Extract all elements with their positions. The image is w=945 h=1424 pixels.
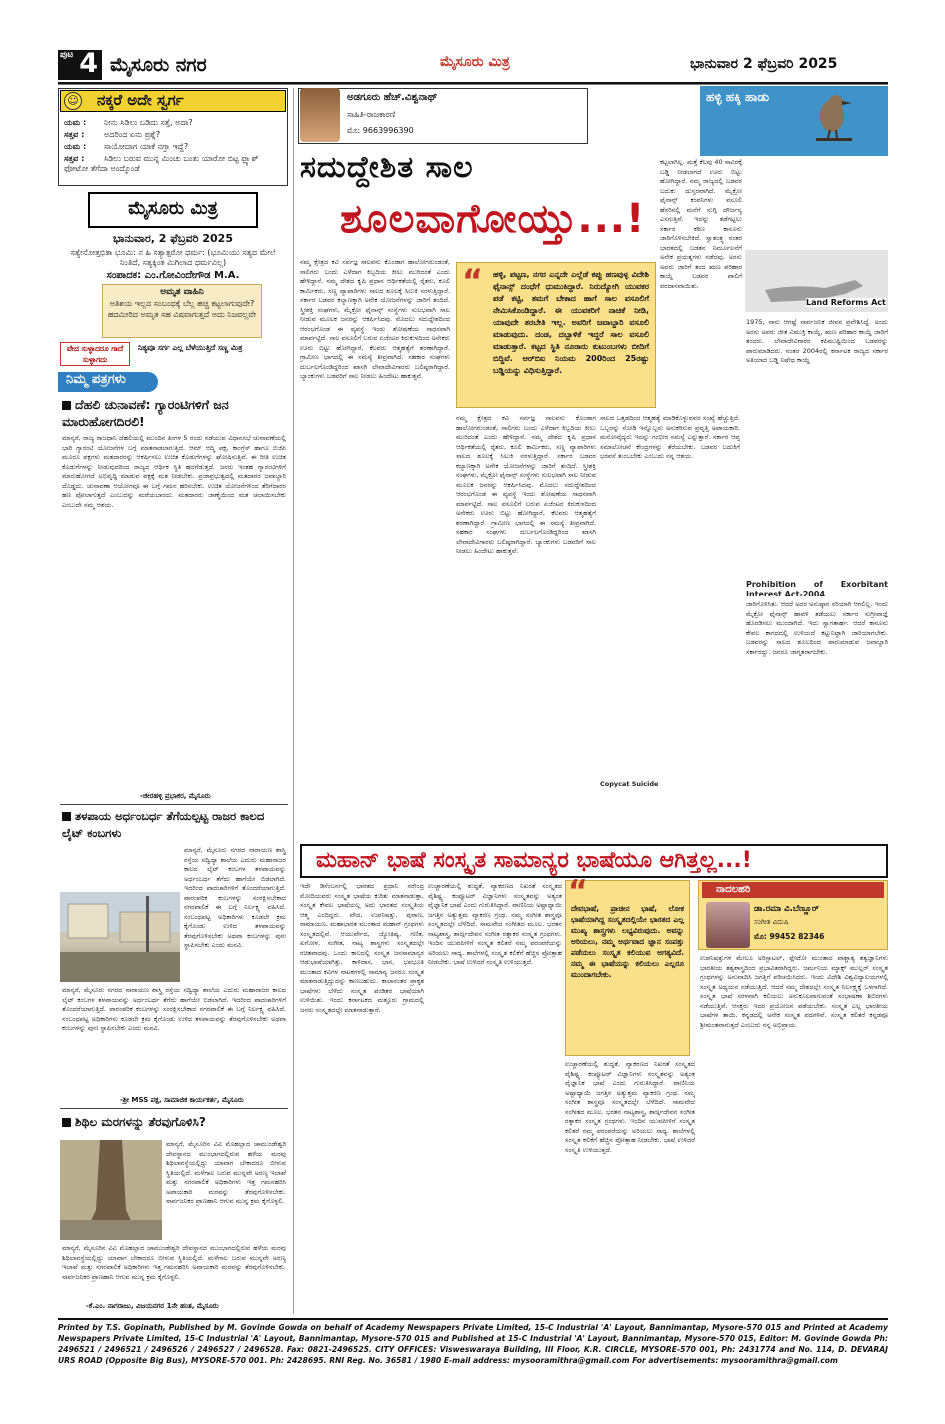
bullet-icon [62,812,71,821]
letter-1-body: ಮಾನ್ಯರೆ, ರಾಜ್ಯ ರಾಜಧಾನಿ ದೆಹಲಿಯಲ್ಲಿ ಮುಂದಿನ ತಿಂಗಳ 5 ರಂದು ನಡೆಯುವ ವಿಧಾನಸಭೆ ಚುನಾವಣೆಯಲ್ಲಿ ಭಾರಿ ಗ್ಯಾರಂಟಿ ಯೋಜನೆಗಳ ಬಗ್ಗೆ ಮಾತನಾಡಲಾಗುತ್ತಿದೆ. ಆಮ್ ಆದ್ಮಿ ಪಕ್ಷ, ಕಾಂಗ್ರೆಸ್ ಹಾಗೂ ಬಿಜೆಪಿ ಮೂರೂ ಪಕ್ಷಗಳು ಮತದಾರರನ್ನು ಆಕರ್ಷಿಸಲು ಉಚಿತ ಕೊಡುಗೆಗಳನ್ನು ಘೋಷಿಸುತ್ತಿವೆ. ಈ ರೀತಿ ಉಚಿತ ಕೊಡುಗೆಗಳನ್ನು ನೀಡುವುದರಿಂದ ರಾಜ್ಯದ ಆರ್ಥಿಕ ಸ್ಥಿತಿ ಹದಗೆಡುತ್ತದೆ. ಜನರು ಇಂತಹ ಗ್ಯಾರಂಟಿಗಳಿಗೆ ಮಾರುಹೋಗದೆ ಅಭಿವೃದ್ಧಿ ಮಾಡುವ ಪಕ್ಷಕ್ಕೆ ಮತ ನೀಡಬೇಕು. ಪ್ರಜಾಪ್ರಭುತ್ವದಲ್ಲಿ ಮತದಾರರ ಜವಾಬ್ದಾರಿ ದೊಡ್ಡದು. ಚುನಾವಣಾ ಆಯೋಗವೂ ಈ ಬಗ್ಗೆ ಗಮನ ಹರಿಸಬೇಕು. ಉಚಿತ ಯೋಜನೆಗಳಿಂದ ತೆರಿಗೆದಾರರ ಹಣ ಪೋಲಾಗುತ್ತದೆ ಎಂಬುದನ್ನು ಮರೆಯಬಾರದು. ಮತದಾರರು ಜಾಣ್ಮೆಯಿಂದ ಮತ ಚಲಾಯಿಸಬೇಕು ಎಂಬುದೇ ನಮ್ಮ ಆಶಯ. [62,434,286,509]
byline-band: ನಾದಲಹರಿ [702,882,884,898]
byline-author: ಡಾ.ರಮಾ ವಿ.ಬೆಣ್ಣೂರ್ [754,904,819,914]
letters-banner: ನಿಮ್ಮ ಪತ್ರಗಳು [58,372,158,392]
author-avatar [300,88,340,142]
author-name: ಅಡಗೂರು ಹೆಚ್.ವಿಶ್ವನಾಥ್ [347,92,438,103]
byline-role: ಸಂಗೀತ ವಿದುಷಿ [754,918,789,926]
page-label: ಪುಟ [60,50,74,60]
headline-line-1: ಸದುದ್ದೇಶಿತ ಸಾಲ [300,150,474,185]
sanskrit-body-col-1: ಇದೇ ಡಿಸೆಂಬರ್ನಲ್ಲಿ ಭಾರತದ ಪ್ರಧಾನಿ ನರೇಂದ್ರ ಮೋದಿಯವರು ಸಂಸ್ಕೃತ ಭಾಷೆಯ ಕುರಿತು ಮಾತನಾಡುತ್ತಾ, ಸಂಸ್ಕೃತ ಕೇವಲ ಭಾಷೆಯಲ್ಲ ಅದು ಭಾರತದ ಸಂಸ್ಕೃತಿಯ ಆತ್ಮ ಎಂದಿದ್ದರು. ವೇದ, ಉಪನಿಷತ್ತು, ಪುರಾಣ, ರಾಮಾಯಣ, ಮಹಾಭಾರತ ಮುಂತಾದ ಮಹಾನ್ ಗ್ರಂಥಗಳು ಸಂಸ್ಕೃತದಲ್ಲಿವೆ. ಆಯುರ್ವೇದ, ಜ್ಯೋತಿಷ್ಯ, ಗಣಿತ, ಖಗೋಳ, ಸಂಗೀತ, ನಾಟ್ಯ ಶಾಸ್ತ್ರಗಳು ಸಂಸ್ಕೃತದಲ್ಲೇ ರಚಿತವಾದವು. ಒಂದು ಕಾಲದಲ್ಲಿ ಸಂಸ್ಕೃತ ಜನಸಾಮಾನ್ಯರ ಆಡುಭಾಷೆಯಾಗಿತ್ತು. ಕಾಳಿದಾಸ, ಭಾಸ, ಭವಭೂತಿ ಮುಂತಾದ ಕವಿಗಳ ನಾಟಕಗಳಲ್ಲಿ ಸಾಮಾನ್ಯ ಜನರೂ ಸಂಸ್ಕೃತ ಮಾತನಾಡುತ್ತಿದ್ದುದನ್ನು ಕಾಣಬಹುದು. ಕಾಲಾನಂತರ ಪ್ರಾಕೃತ ಭಾಷೆಗಳು ಬೆಳೆದು ಸಂಸ್ಕೃತ ಪಂಡಿತರ ಭಾಷೆಯಾಗಿ ಉಳಿಯಿತು. ಇಂದು ಕರ್ನಾಟಕದ ಮತ್ತೂರು ಗ್ರಾಮದಲ್ಲಿ ಜನರು ಸಂಸ್ಕೃತದಲ್ಲೇ ಮಾತನಾಡುತ್ತಾರೆ. [300,882,424,1014]
amruta-text: ಅತಿಶಯ ಇಲ್ಲದ ಸಂಬಂಧಕ್ಕೆ ಬೆಲ್ಲ ಹಚ್ಚಿ ಕಟ್ಟಲಾಗುವುದೇ? ಹದಮೀರಿದ ಅಮೃತ ಸಹ ವಿಷವಾಗುತ್ತದೆ ಅದು ನಿಜವಲ್ಲವೇ [107,299,257,319]
divider [60,1108,288,1109]
letter-1-title: ದೆಹಲಿ ಚುನಾವಣೆ: ಗ್ಯಾರಂಟಿಗಳಿಗೆ ಜನ ಮಾರುಹೋಗದಿರಲಿ! [62,397,229,429]
headline-line-2: ಶೂಲವಾಗೋಯ್ತು...! [340,196,646,242]
letter-3-title: ಶಿಥಿಲ ಮರಗಳನ್ನು ತೆರವುಗೊಳಿಸಿ? [62,1114,286,1131]
lamp-post-icon [60,892,180,982]
letter-1-signature: -ಜೀರಹಳ್ಳಿ ಪ್ರಭಾಕರ, ಮೈಸೂರು [140,792,211,800]
column-divider [293,88,294,1314]
letter-2-body-top: ಮಾನ್ಯರೆ, ಮೈಸೂರು ನಗರದ ನಾರಾಯಣ ಶಾಸ್ತ್ರಿ ರಸ್ತೆಯ ಸದ್ವಿದ್ಯಾ ಶಾಲೆಯ ಎದುರು ಮಹಾರಾಜರ ಕಾಲದ ಲೈಟ್ ಕಂಬಗಳ ತಳಪಾಯವನ್ನು ಅರ್ಧಂಬರ್ಧ ತೆಗೆದು ಹಾಗೆಯೇ ಬಿಡಲಾಗಿದೆ. ಇದರಿಂದ ಪಾದಚಾರಿಗಳಿಗೆ ತೊಂದರೆಯಾಗುತ್ತಿದೆ. ಪಾರಂಪರಿಕ ಕಂಬಗಳನ್ನು ಸಂರಕ್ಷಿಸಬೇಕಾದ ನಗರಪಾಲಿಕೆ ಈ ಬಗ್ಗೆ ನಿರ್ಲಕ್ಷ್ಯ ವಹಿಸಿದೆ. ಸಂಬಂಧಪಟ್ಟ ಅಧಿಕಾರಿಗಳು ಕೂಡಲೇ ಕ್ರಮ ಕೈಗೊಂಡು ಉಳಿದ ತಳಪಾಯವನ್ನು ತೆರವುಗೊಳಿಸಬೇಕು ಅಥವಾ ಕಂಬಗಳನ್ನು ಪುನಃ ಸ್ಥಾಪಿಸಬೇಕು ಎಂದು ಮನವಿ. [184,846,286,949]
sanskrit-body-col-3: ಉಚ್ಚಾರಣೆಯಲ್ಲಿ ಶುದ್ಧತೆ, ವ್ಯಾಕರಣದ ನಿಖರತೆ ಸಂಸ್ಕೃತದ ವೈಶಿಷ್ಟ್ಯ. ಕಂಪ್ಯೂಟರ್ ವಿಜ್ಞಾನಿಗಳು ಸಂಸ್ಕೃತವನ್ನು ಅತ್ಯಂತ ವೈಜ್ಞಾನಿಕ ಭಾಷೆ ಎಂದು ಗುರುತಿಸಿದ್ದಾರೆ. ಪಾಣಿನಿಯ ಅಷ್ಟಾಧ್ಯಾಯಿ ಜಗತ್ತಿನ ಅತ್ಯುತ್ತಮ ವ್ಯಾಕರಣ ಗ್ರಂಥ. ನಮ್ಮ ಸಂಗೀತ ಶಾಸ್ತ್ರವೂ ಸಂಸ್ಕೃತದಲ್ಲೇ ಬೆಳೆದಿದೆ. ಸಾಮವೇದ ಸಂಗೀತದ ಮೂಲ. ಭರತನ ನಾಟ್ಯಶಾಸ್ತ್ರ, ಶಾರ್ಙ್ಗದೇವನ ಸಂಗೀತ ರತ್ನಾಕರ ಸಂಸ್ಕೃತ ಗ್ರಂಥಗಳು. ಇಂದಿನ ಯುವಪೀಳಿಗೆ ಸಂಸ್ಕೃತ ಕಲಿತರೆ ನಮ್ಮ ಪರಂಪರೆಯನ್ನು ಅರಿಯಲು ಸಾಧ್ಯ. ಶಾಲೆಗಳಲ್ಲಿ ಸಂಸ್ಕೃತ ಕಲಿಕೆಗೆ ಹೆಚ್ಚಿನ ಪ್ರೋತ್ಸಾಹ ನೀಡಬೇಕು. ಭಾಷೆ ಉಳಿದರೆ ಸಂಸ್ಕೃತಿ ಉಳಿಯುತ್ತದೆ. [565,1060,695,1154]
letter-3-body: ಮಾನ್ಯರೆ, ಮೈಸೂರಿನ ವಿವಿ ಮೊಹಲ್ಲಾದ ಚಾಮುಂಡೇಶ್ವರಿ ದೇವಸ್ಥಾನದ ಮುಂಭಾಗದಲ್ಲಿರುವ ಹಳೆಯ ಮರವು ಶಿಥಿಲಾವಸ್ಥೆಯಲ್ಲಿದ್ದು ಯಾವಾಗ ಬೇಕಾದರೂ ಬೀಳುವ ಸ್ಥಿತಿಯಲ್ಲಿದೆ. ಮಳೆಗಾಲ ಬರುವ ಮುನ್ನವೇ ಅರಣ್ಯ ಇಲಾಖೆ ಮತ್ತು ನಗರಪಾಲಿಕೆ ಅಧಿಕಾರಿಗಳು ಇತ್ತ ಗಮನಹರಿಸಿ ಅಪಾಯಕಾರಿ ಮರವನ್ನು ತೆರವುಗೊಳಿಸಬೇಕು. ಸಾರ್ವಜನಿಕರ ಪ್ರಾಣಹಾನಿ ಆಗುವ ಮುನ್ನ ಕ್ರಮ ಕೈಗೊಳ್ಳಲಿ. [62,1244,286,1281]
amruta-vahini-box [102,284,262,338]
pull-quote: ಹಳ್ಳಿ, ಪಟ್ಟಣ, ನಗರ ಎನ್ನದೇ ಎಲ್ಲೆಡೆ ಕಪ್ಪು ಹಣವುಳ್ಳ ವಿದೇಶಿ ಫೈನಾನ್ಸ್ ದಂಧೆಗೆ ಧುಮುಕಿದ್ದಾರೆ. ನಿರುದ್ಯೋಗಿ ಯುವಕರ ಪಡೆ ಕಟ್ಟಿ, ತಮಗೆ ಬೇಕಾದ ಹಾಗೆ ಸಾಲ ವಸೂಲಿಗೆ ನೇಮಿಸಿಕೊಂಡಿದ್ದಾರೆ. ಈ ಯುವಕರಿಗೆ ನಾಚಿಕೆ ನೀಡಿ, ಯಾವುದೇ ತರಬೇತಿ ಇಲ್ಲ. ಅವರಿಗೆ ಜವಾಬ್ದಾರಿ ವಸೂಲಿ ಮಾಡುವುದು. ದಂಡ, ದಬ್ಬಾಳಿಕೆ ಇದ್ದರೆ ಸಾಲ ವಸೂಲಿ ಮಾಡುತ್ತಾರೆ. ಕಟ್ಟದ ಸ್ಥಿತಿ ನೂರಾರು ಕುಟುಂಬಗಳು ಬೀದಿಗೆ ಬಿದ್ದಿವೆ. ಆರ್‌ಬಿಐ ನಿಯಮ 200ರಿಂದ 25ರಷ್ಟು ಬಡ್ಡಿಯನ್ನು ವಿಧಿಸುತ್ತಿದ್ದಾರೆ. [456,262,656,408]
byline-phone: ಮೊ: 99452 82346 [754,932,825,941]
page-number: 4 [79,48,98,79]
sanskrit-headline: ಮಹಾನ್ ಭಾಷೆ ಸಂಸ್ಕೃತ ಸಾಮಾನ್ಯರ ಭಾಷೆಯೂ ಆಗಿತ್ತಲ್ಲ...! [300,844,888,878]
page-number-badge [58,50,102,80]
article-body-col-3: ಸಾಲದ ಒತ್ತಡದಿಂದ ಆತ್ಮಹತ್ಯೆ ಮಾಡಿಕೊಳ್ಳುವವರ ಸಂಖ್ಯೆ ಹೆಚ್ಚುತ್ತಿದೆ. ಒಬ್ಬರನ್ನು ನೋಡಿ ಇನ್ನೊಬ್ಬರು ಅನುಕರಿಸುವ ಪ್ರವೃತ್ತಿ ಅಪಾಯಕಾರಿ. ಮನೋವೈದ್ಯರು ಇದನ್ನು ಗಂಭೀರ ಸಮಸ್ಯೆ ಎನ್ನುತ್ತಾರೆ. ಸರ್ಕಾರ ಆಪ್ತ ಸಮಾಲೋಚನೆ ಕೇಂದ್ರಗಳನ್ನು ತೆರೆಯಬೇಕು. ಬಡವರ ಬದುಕಿಗೆ ಭರವಸೆ ತುಂಬಬೇಕು ಎಂಬುದು ನನ್ನ ಆಶಯ. [600,414,740,460]
laughing-face-icon: ☺ [64,92,82,110]
exorbitant-act-term: Prohibition of Exorbitant Interest Act-2004 [746,580,888,596]
author-phone: ಮೊ: 9663996390 [347,126,414,135]
tree-photo [60,1140,162,1240]
header-masthead: ಮೈಸೂರು ಮಿತ್ರ [440,54,510,70]
article-body-col-top: ಕಟ್ಟಲಾಗಿಲ್ಲ. ಮತ್ತೆ ಕೆಲವು 40 ಸಾವಿರಕ್ಕೆ ಬಡ್ಡಿ ನೀಡಲಾಗದೆ ಊರು ಬಿಟ್ಟು ಹೋಗಿದ್ದಾರೆ. ನಮ್ಮ ರಾಜ್ಯದಲ್ಲಿ ಬಡವರ ಬದುಕು ದುಸ್ತರವಾಗಿದೆ. ಮೈಕ್ರೋ ಫೈನಾನ್ಸ್ ಕಂಪನಿಗಳು ವಸೂಲಿ ಹೆಸರಿನಲ್ಲಿ ಮನೆಗೆ ನುಗ್ಗಿ ದೌರ್ಜನ್ಯ ಎಸಗುತ್ತಿವೆ. ಇದನ್ನು ತಡೆಗಟ್ಟಲು ಸರ್ಕಾರ ಕಠಿಣ ಕಾನೂನು ಜಾರಿಗೊಳಿಸಬೇಕಿದೆ. ಸ್ವಾತಂತ್ರ್ಯ ನಂತರ ಭಾರತದಲ್ಲಿ ಬಡತನ ನಿರ್ಮೂಲನೆಗೆ ಅನೇಕ ಪ್ರಯತ್ನಗಳು ನಡೆದವು. ಅರಸು ಅವರು ಜಾರಿಗೆ ತಂದ ಋಣ ಪರಿಹಾರ ಕಾಯ್ದೆ ಬಡವರ ಪಾಲಿಗೆ ವರದಾನವಾಯಿತು. [660,158,742,290]
bird-icon [806,90,856,148]
section-title: ಮೈಸೂರು ನಗರ [110,54,207,76]
article-body-col-4: 1975, ನಾನು ಆಗಷ್ಟೆ ಸಾರ್ವಜನಿಕ ಜೀವನ ಪ್ರವೇಶಿಸಿದ್ದೆ. ಅಂದು ಅರಸು ಅವರು ಜೀತ ವಿಮುಕ್ತಿ ಕಾಯ್ದೆ, ಋಣ ಪರಿಹಾರ ಕಾಯ್ದೆ ಜಾರಿಗೆ ತಂದರು. ಲೇವಾದೇವಿಗಾರರ ಕಪಿಮುಷ್ಟಿಯಿಂದ ಬಡವರನ್ನು ಪಾರುಮಾಡಿದರು. ನಂತರ 2004ರಲ್ಲಿ ಕರ್ನಾಟಕ ರಾಜ್ಯದ ಸರ್ಕಾರ ಅತಿಯಾದ ಬಡ್ಡಿ ನಿಷೇಧ ಕಾಯ್ದೆ [746,318,888,364]
humor-line: ಯಮ : ಸಾಯೋದಾಗ ಯಾಕೆ ನಗ್ತಾ ಇದ್ದೆ? [64,142,189,151]
humor-line: ಸತ್ತವ : ಸಿಡಿಲು ಬರುವ ಮುನ್ನ ಮಿಂಚು ಬಂತು ಯಾರೋ ಬಿಟ್ಟ ಫ್ಲ್ಯಾಶ್ ಫೋಟೋ ತೆಗೆದಾ ಅಂದ್ಕೊಂಡೆ [64,154,259,173]
letter-2-body: ಮಾನ್ಯರೆ, ಮೈಸೂರು ನಗರದ ನಾರಾಯಣ ಶಾಸ್ತ್ರಿ ರಸ್ತೆಯ ಸದ್ವಿದ್ಯಾ ಶಾಲೆಯ ಎದುರು ಮಹಾರಾಜರ ಕಾಲದ ಲೈಟ್ ಕಂಬಗಳ ತಳಪಾಯವನ್ನು ಅರ್ಧಂಬರ್ಧ ತೆಗೆದು ಹಾಗೆಯೇ ಬಿಡಲಾಗಿದೆ. ಇದರಿಂದ ಪಾದಚಾರಿಗಳಿಗೆ ತೊಂದರೆಯಾಗುತ್ತಿದೆ. ಪಾರಂಪರಿಕ ಕಂಬಗಳನ್ನು ಸಂರಕ್ಷಿಸಬೇಕಾದ ನಗರಪಾಲಿಕೆ ಈ ಬಗ್ಗೆ ನಿರ್ಲಕ್ಷ್ಯ ವಹಿಸಿದೆ. ಸಂಬಂಧಪಟ್ಟ ಅಧಿಕಾರಿಗಳು ಕೂಡಲೇ ಕ್ರಮ ಕೈಗೊಂಡು ಉಳಿದ ತಳಪಾಯವನ್ನು ತೆರವುಗೊಳಿಸಬೇಕು ಅಥವಾ ಕಂಬಗಳನ್ನು ಪುನಃ ಸ್ಥಾಪಿಸಬೇಕು ಎಂದು ಮನವಿ. [62,986,286,1032]
proverb-ad: ವೇದ ಸುಳ್ಳಾದರೂ ಗಾದೆ ಸುಳ್ಳಾಗದು [60,342,130,366]
bullet-icon [62,401,71,410]
amruta-title: ಅಮೃತ ವಾಹಿನಿ [160,287,204,297]
humor-title: ನಕ್ಕರೆ ಅದೇ ಸ್ವರ್ಗ [60,90,286,112]
humor-line: ಸತ್ತವ : ಅದರಿಂದ ಏನು ಪ್ರಶ್ನೆ? [64,130,161,139]
masthead-logo: ಮೈಸೂರು ಮಿತ್ರ [88,192,258,228]
sanskrit-body-col-4: ಉಪನಿಷತ್ತುಗಳ ಮೇಲೂ ಅರಿಸ್ಟಾಟಲ್, ಪ್ಲೇಟೋ ಮುಂತಾದ ಪಾಶ್ಚಾತ್ಯ ತತ್ವಜ್ಞಾನಿಗಳು ಭಾರತೀಯ ತತ್ವಶಾಸ್ತ್ರದಿಂದ ಪ್ರಭಾವಿತರಾಗಿದ್ದರು. ಜರ್ಮನಿಯ ಮ್ಯಾಕ್ಸ್ ಮುಲ್ಲರ್ ಸಂಸ್ಕೃತ ಗ್ರಂಥಗಳನ್ನು ಅನುವಾದಿಸಿ ಜಗತ್ತಿಗೆ ಪರಿಚಯಿಸಿದರು. ಇಂದು ವಿದೇಶಿ ವಿಶ್ವವಿದ್ಯಾಲಯಗಳಲ್ಲಿ ಸಂಸ್ಕೃತ ಅಧ್ಯಯನ ನಡೆಯುತ್ತಿದೆ. ಆದರೆ ನಮ್ಮ ದೇಶದಲ್ಲೇ ಸಂಸ್ಕೃತ ನಿರ್ಲಕ್ಷ್ಯಕ್ಕೆ ಒಳಗಾಗಿದೆ. ಸಂಸ್ಕೃತ ಭಾಷೆ ಸರಳವಾಗಿ ಕಲಿಯಲು ಅನುಕೂಲವಾಗುವಂತೆ ಸಂಭಾಷಣಾ ಶಿಬಿರಗಳು ನಡೆಯುತ್ತಿವೆ. ಆಸಕ್ತರು ಇದರ ಪ್ರಯೋಜನ ಪಡೆಯಬೇಕು. ಸಂಸ್ಕೃತ ಎಲ್ಲ ಭಾರತೀಯ ಭಾಷೆಗಳ ತಾಯಿ. ಕನ್ನಡದಲ್ಲಿ ಅನೇಕ ಸಂಸ್ಕೃತ ಪದಗಳಿವೆ. ಸಂಸ್ಕೃತ ಕಲಿತರೆ ಕನ್ನಡವೂ ಶ್ರೀಮಂತವಾಗುತ್ತದೆ ಎಂಬುದು ನನ್ನ ಅಭಿಪ್ರಾಯ. [700,954,888,1029]
header-date: ಭಾನುವಾರ 2 ಫೆಬ್ರವರಿ 2025 [690,56,838,72]
author-role: ಸಾಹಿತಿ-ರಾಜಕಾರಣಿ [347,110,396,119]
article-body-col-5: ಜಾರಿಗೊಳಿಸಿತು. ಆದರೆ ಅದರ ಅನುಷ್ಠಾನ ಸರಿಯಾಗಿ ಆಗಲಿಲ್ಲ. ಇಂದು ಮೈಕ್ರೋ ಫೈನಾನ್ಸ್ ಹಾವಳಿ ತಡೆಯಲು ಸರ್ಕಾರ ಸುಗ್ರೀವಾಜ್ಞೆ ಹೊರಡಿಸಲು ಮುಂದಾಗಿದೆ. ಇದು ಸ್ವಾಗತಾರ್ಹ. ಆದರೆ ಕಾನೂನು ಕೇವಲ ಕಾಗದದಲ್ಲಿ ಉಳಿಯದೆ ಕಟ್ಟುನಿಟ್ಟಾಗಿ ಜಾರಿಯಾಗಬೇಕು. ಬಡವರನ್ನು ಸಾಲದ ಶೂಲದಿಂದ ಪಾರುಮಾಡುವ ಜವಾಬ್ದಾರಿ ಸರ್ಕಾರದ್ದು. ಜನರೂ ಜಾಗೃತರಾಗಬೇಕು. [746,600,888,656]
letter-3-body-top: ಮಾನ್ಯರೆ, ಮೈಸೂರಿನ ವಿವಿ ಮೊಹಲ್ಲಾದ ಚಾಮುಂಡೇಶ್ವರಿ ದೇವಸ್ಥಾನದ ಮುಂಭಾಗದಲ್ಲಿರುವ ಹಳೆಯ ಮರವು ಶಿಥಿಲಾವಸ್ಥೆಯಲ್ಲಿದ್ದು ಯಾವಾಗ ಬೇಕಾದರೂ ಬೀಳುವ ಸ್ಥಿತಿಯಲ್ಲಿದೆ. ಮಳೆಗಾಲ ಬರುವ ಮುನ್ನವೇ ಅರಣ್ಯ ಇಲಾಖೆ ಮತ್ತು ನಗರಪಾಲಿಕೆ ಅಧಿಕಾರಿಗಳು ಇತ್ತ ಗಮನಹರಿಸಿ ಅಪಾಯಕಾರಿ ಮರವನ್ನು ತೆರವುಗೊಳಿಸಬೇಕು. ಸಾರ್ವಜನಿಕರ ಪ್ರಾಣಹಾನಿ ಆಗುವ ಮುನ್ನ ಕ್ರಮ ಕೈಗೊಳ್ಳಲಿ. [166,1140,286,1205]
tree-trunk-icon [60,1140,162,1240]
author-box [298,88,588,144]
article-body-col-2: ನಮ್ಮ ಕ್ಷೇತ್ರದ ಕವಿ ಸರ್ವಜ್ಞ ಸಾಲವನು ಕೊಂಡಾಗ ಹಾಲೋಗರುಂಡಂತೆ, ಸಾಲಿಗರು ಬಂದು ಎಳೆದಾಗ ಕಿಬ್ಬದಿಯ ಕೀಲು ಮುರಿದಂತೆ ಎಂದು ಹೇಳಿದ್ದಾನೆ. ನಮ್ಮ ದೇಶದ ಕೃಷಿ ಪ್ರಧಾನ ಆರ್ಥಿಕತೆಯಲ್ಲಿ ರೈತರು, ಕೂಲಿ ಕಾರ್ಮಿಕರು, ಸಣ್ಣ ವ್ಯಾಪಾರಿಗಳು ಸಾಲದ ಶೂಲಕ್ಕೆ ಸಿಲುಕಿ ನರಳುತ್ತಿದ್ದಾರೆ. ಸರ್ಕಾರ ಬಡವರ ಕಲ್ಯಾಣಕ್ಕಾಗಿ ಅನೇಕ ಯೋಜನೆಗಳನ್ನು ಜಾರಿಗೆ ತಂದಿದೆ. ಸ್ತ್ರೀಶಕ್ತಿ ಸಂಘಗಳು, ಮೈಕ್ರೋ ಫೈನಾನ್ಸ್ ಸಂಸ್ಥೆಗಳು ಸುಲಭವಾಗಿ ಸಾಲ ನೀಡುವ ಮೂಲಕ ಜನರನ್ನು ಆಕರ್ಷಿಸಿದವು. ಮೊದಲು ಸದುದ್ದೇಶದಿಂದ ಆರಂಭಗೊಂಡ ಈ ವ್ಯವಸ್ಥೆ ಇಂದು ಶೋಷಣೆಯ ಸಾಧನವಾಗಿ ಮಾರ್ಪಟ್ಟಿದೆ. ಸಾಲ ವಸೂಲಿಗೆ ಬರುವ ಏಜೆಂಟರ ಕಿರುಕುಳದಿಂದ ಅನೇಕರು ಊರು ಬಿಟ್ಟು ಹೋಗಿದ್ದಾರೆ, ಕೆಲವರು ಆತ್ಮಹತ್ಯೆಗೆ ಶರಣಾಗಿದ್ದಾರೆ. ಗ್ರಾಮೀಣ ಭಾಗದಲ್ಲಿ ಈ ಸಮಸ್ಯೆ ತೀವ್ರವಾಗಿದೆ. ಸಹಕಾರ ಸಂಘಗಳು ದುರ್ಬಲಗೊಂಡಿದ್ದರಿಂದ ಖಾಸಗಿ ಲೇವಾದೇವಿಗಾರರು ಬಲಿಷ್ಠರಾಗಿದ್ದಾರೆ. ಬ್ಯಾಂಕುಗಳು ಬಡವರಿಗೆ ಸಾಲ ನೀಡಲು ಹಿಂದೇಟು ಹಾಕುತ್ತವೆ. [456,414,596,555]
quote-mark-icon: “ [462,262,484,300]
masthead-date: ಭಾನುವಾರ, 2 ಫೆಬ್ರವರಿ 2025 [112,232,233,245]
land-reforms-term: Land Reforms Act [806,298,886,307]
article-body-col-1: ನಮ್ಮ ಕ್ಷೇತ್ರದ ಕವಿ ಸರ್ವಜ್ಞ ಸಾಲವನು ಕೊಂಡಾಗ ಹಾಲೋಗರುಂಡಂತೆ, ಸಾಲಿಗರು ಬಂದು ಎಳೆದಾಗ ಕಿಬ್ಬದಿಯ ಕೀಲು ಮುರಿದಂತೆ ಎಂದು ಹೇಳಿದ್ದಾನೆ. ನಮ್ಮ ದೇಶದ ಕೃಷಿ ಪ್ರಧಾನ ಆರ್ಥಿಕತೆಯಲ್ಲಿ ರೈತರು, ಕೂಲಿ ಕಾರ್ಮಿಕರು, ಸಣ್ಣ ವ್ಯಾಪಾರಿಗಳು ಸಾಲದ ಶೂಲಕ್ಕೆ ಸಿಲುಕಿ ನರಳುತ್ತಿದ್ದಾರೆ. ಸರ್ಕಾರ ಬಡವರ ಕಲ್ಯಾಣಕ್ಕಾಗಿ ಅನೇಕ ಯೋಜನೆಗಳನ್ನು ಜಾರಿಗೆ ತಂದಿದೆ. ಸ್ತ್ರೀಶಕ್ತಿ ಸಂಘಗಳು, ಮೈಕ್ರೋ ಫೈನಾನ್ಸ್ ಸಂಸ್ಥೆಗಳು ಸುಲಭವಾಗಿ ಸಾಲ ನೀಡುವ ಮೂಲಕ ಜನರನ್ನು ಆಕರ್ಷಿಸಿದವು. ಮೊದಲು ಸದುದ್ದೇಶದಿಂದ ಆರಂಭಗೊಂಡ ಈ ವ್ಯವಸ್ಥೆ ಇಂದು ಶೋಷಣೆಯ ಸಾಧನವಾಗಿ ಮಾರ್ಪಟ್ಟಿದೆ. ಸಾಲ ವಸೂಲಿಗೆ ಬರುವ ಏಜೆಂಟರ ಕಿರುಕುಳದಿಂದ ಅನೇಕರು ಊರು ಬಿಟ್ಟು ಹೋಗಿದ್ದಾರೆ, ಕೆಲವರು ಆತ್ಮಹತ್ಯೆಗೆ ಶರಣಾಗಿದ್ದಾರೆ. ಗ್ರಾಮೀಣ ಭಾಗದಲ್ಲಿ ಈ ಸಮಸ್ಯೆ ತೀವ್ರವಾಗಿದೆ. ಸಹಕಾರ ಸಂಘಗಳು ದುರ್ಬಲಗೊಂಡಿದ್ದರಿಂದ ಖಾಸಗಿ ಲೇವಾದೇವಿಗಾರರು ಬಲಿಷ್ಠರಾಗಿದ್ದಾರೆ. ಬ್ಯಾಂಕುಗಳು ಬಡವರಿಗೆ ಸಾಲ ನೀಡಲು ಹಿಂದೇಟು ಹಾಕುತ್ತವೆ. [300,258,450,380]
imprint-footer: Printed by T.S. Gopinath, Published by M. Govinde Gowda on behalf of Academy Newspapers Private Limited, 15-C Industrial 'A' Layout, Bannimantap, Mysore-570 015 and Printed at Academy Newspapers Private Limited, 15-C Industrial 'A' Layout, Bannimantap, Mysore-570 015 and Published at 15-C Industrial 'A' Layout, Bannimantap, Mysore-570 015, Editor: M. Govinde Gowda Ph: 2496521 / 2496521 / 2496526 / 2496527 / 2496528. Fax: 0821-2496525. CITY OFFICES: Visweswaraya Building, III Floor, K.R. CIRCLE, MYSORE-570 001, Ph: 2431774 and No. 114, D. DEVARAJ URS ROAD (Opposite Big Bus), MYSORE-570 001. Ph: 2428695. RNI Reg. No. 36581 / 1980 E-mail address: mysooramithra@gmail.com For advertisements: mysooramithra@gmail.com [58,1318,888,1384]
quote-mark-icon: “ [568,874,588,909]
humor-line: ಯಮ : ನೀನು ಸಿಡಿಲು ಬಡಿದು ಸತ್ತೆ, ಅದಾ? [64,118,193,127]
masthead-motto: ಸತ್ಯೇನೋತ್ತಭಿತಾ ಭೂಮಿ: ನ ಹಿ ಸತ್ಯಾತ್ಪರೋ ಧರ್ಮ: (ಭೂಮಿಯು ಸತ್ಯದ ಮೇಲೆ ನಿಂತಿದೆ, ಸತ್ಯಕ್ಕಿಂತ ಮಿಗಿಲಾದ ಧರ್ಮವಿಲ್ಲ) [70,248,276,267]
small-ad: ನಿತ್ಯವೂ ಸರ್ಗ ಎಲ್ಲ ಬೆಳೆಯುತ್ತಿದೆ ಸಣ್ಣ ಮಿತ್ರ [138,343,243,352]
masthead-editor: ಸಂಪಾದಕ: ಎಂ.ಗೋವಿಂದೇಗೌಡ M.A. [106,270,240,281]
column-logo-title: ಹಳ್ಳಿ ಹಕ್ಕಿ ಹಾಡು [706,90,770,104]
lamp-post-photo [60,892,180,982]
header-divider-thin [58,84,888,85]
sanskrit-body-col-2: ಉಚ್ಚಾರಣೆಯಲ್ಲಿ ಶುದ್ಧತೆ, ವ್ಯಾಕರಣದ ನಿಖರತೆ ಸಂಸ್ಕೃತದ ವೈಶಿಷ್ಟ್ಯ. ಕಂಪ್ಯೂಟರ್ ವಿಜ್ಞಾನಿಗಳು ಸಂಸ್ಕೃತವನ್ನು ಅತ್ಯಂತ ವೈಜ್ಞಾನಿಕ ಭಾಷೆ ಎಂದು ಗುರುತಿಸಿದ್ದಾರೆ. ಪಾಣಿನಿಯ ಅಷ್ಟಾಧ್ಯಾಯಿ ಜಗತ್ತಿನ ಅತ್ಯುತ್ತಮ ವ್ಯಾಕರಣ ಗ್ರಂಥ. ನಮ್ಮ ಸಂಗೀತ ಶಾಸ್ತ್ರವೂ ಸಂಸ್ಕೃತದಲ್ಲೇ ಬೆಳೆದಿದೆ. ಸಾಮವೇದ ಸಂಗೀತದ ಮೂಲ. ಭರತನ ನಾಟ್ಯಶಾಸ್ತ್ರ, ಶಾರ್ಙ್ಗದೇವನ ಸಂಗೀತ ರತ್ನಾಕರ ಸಂಸ್ಕೃತ ಗ್ರಂಥಗಳು. ಇಂದಿನ ಯುವಪೀಳಿಗೆ ಸಂಸ್ಕೃತ ಕಲಿತರೆ ನಮ್ಮ ಪರಂಪರೆಯನ್ನು ಅರಿಯಲು ಸಾಧ್ಯ. ಶಾಲೆಗಳಲ್ಲಿ ಸಂಸ್ಕೃತ ಕಲಿಕೆಗೆ ಹೆಚ್ಚಿನ ಪ್ರೋತ್ಸಾಹ ನೀಡಬೇಕು. ಭಾಷೆ ಉಳಿದರೆ ಸಂಸ್ಕೃತಿ ಉಳಿಯುತ್ತದೆ. [428,882,562,966]
bullet-icon [62,1118,71,1127]
letter-3-signature: -ಕೆ.ಎಂ. ನಾಗರಾಜು, ವಿಜಯನಗರ 1ನೇ ಹಂತ, ಮೈಸೂರು [86,1302,219,1310]
divider [60,804,288,805]
sanskrit-pull-quote: ದೇವಭಾಷೆ, ಪ್ರಾಚೀನ ಭಾಷೆ, ಲೋಕ ಭಾಷೆಯಾಗಿದ್ದ ಸಂಸ್ಕೃತದಲ್ಲಿಯೇ ಭಾರತದ ಎಲ್ಲ ಮುಖ್ಯ ಶಾಸ್ತ್ರಗಳು ಲಭ್ಯವಿರುವುದು. ಅವನ್ನು ಅರಿಯಲು, ನಮ್ಮ ಅರ್ಥವಾದ ಜ್ಞಾನ ಸಂಪತ್ತು ಪಡೆಯಲು ಸಂಸ್ಕೃತ ಕಲಿಯುವ ಅಗತ್ಯವಿದೆ. ನಮ್ಮ ಈ ಭಾಷೆಯನ್ನು ಕಲಿಯಲು ಎಲ್ಲರೂ ಮುಂದಾಗಬೇಕು. [565,880,690,1056]
letter-2-signature: -ಶ್ರೀ MSS ಪಕ್ಷ, ಸಾಮಾಜಿಕ ಕಾರ್ಯಕರ್ತ, ಮೈಸೂರು [120,1096,244,1104]
letter-2-title: ತಳಪಾಯ ಅರ್ಧಂಬರ್ಧ ತೆಗೆಯಲ್ಪಟ್ಟ ರಾಜರ ಕಾಲದ ಲೈಟ್ ಕಂಬಗಳು [62,809,265,840]
copycat-term: Copycat Suicide [600,780,659,788]
author-avatar [706,902,750,948]
